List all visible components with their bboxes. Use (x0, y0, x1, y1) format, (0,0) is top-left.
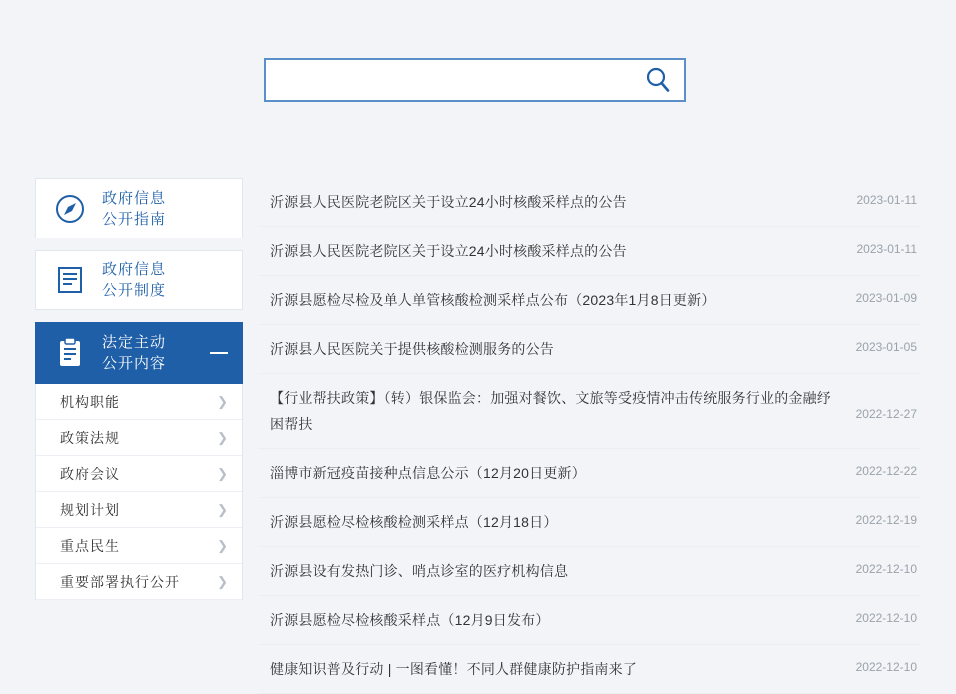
sidebar-item-label: 规划计划 (60, 501, 120, 518)
document-icon (50, 260, 90, 300)
sidebar-card-gov-info-guide[interactable] (35, 178, 243, 238)
sidebar-card-gov-info-system[interactable] (35, 250, 243, 310)
list-item-date: 2023-01-11 (856, 193, 917, 207)
list-item[interactable] (258, 596, 921, 645)
sidebar-item-label: 机构职能 (60, 393, 120, 410)
list-item-date: 2022-12-10 (855, 562, 917, 576)
list-item-date: 2023-01-05 (855, 340, 917, 354)
chevron-right-icon: ❯ (217, 394, 228, 409)
list-item[interactable] (258, 449, 921, 498)
list-item-date: 2022-12-27 (855, 407, 917, 421)
list-item[interactable] (258, 547, 921, 596)
list-item-title: 沂源县人民医院老院区关于设立24小时核酸采样点的公告 (270, 243, 627, 259)
clipboard-icon (50, 333, 90, 373)
chevron-right-icon: ❯ (217, 574, 228, 589)
sidebar-item-zhongyaobushu[interactable] (36, 564, 242, 600)
sidebar-item-zhengcefagui[interactable] (36, 420, 242, 456)
list-item-title: 【行业帮扶政策】（转）银保监会：加强对餐饮、文旅等受疫情冲击传统服务行业的金融纾困帮扶 (270, 390, 831, 432)
list-item-date: 2022-12-19 (855, 513, 917, 527)
list-item[interactable] (258, 374, 921, 449)
news-list (258, 178, 921, 694)
search-icon (643, 65, 673, 95)
chevron-right-icon: ❯ (217, 466, 228, 481)
search-button[interactable] (632, 60, 684, 100)
search-bar (264, 58, 686, 102)
list-item[interactable] (258, 276, 921, 325)
list-item-title: 沂源县愿检尽检核酸检测采样点（12月18日） (270, 514, 558, 530)
minus-icon[interactable] (210, 352, 228, 354)
list-item[interactable] (258, 227, 921, 276)
sidebar-item-zhengfuhuiyi[interactable] (36, 456, 242, 492)
list-item-title: 沂源县设有发热门诊、哨点诊室的医疗机构信息 (270, 563, 569, 579)
list-item-title: 沂源县人民医院老院区关于设立24小时核酸采样点的公告 (270, 194, 627, 210)
sidebar-item-label: 政府会议 (60, 465, 120, 482)
sidebar-item-guihuajihua[interactable] (36, 492, 242, 528)
sidebar-item-label: 重点民生 (60, 537, 120, 554)
sidebar-item-label: 政策法规 (60, 429, 120, 446)
list-item[interactable] (258, 498, 921, 547)
list-item-title: 淄博市新冠疫苗接种点信息公示（12月20日更新） (270, 465, 586, 481)
sidebar-card-label: 政府信息 公开制度 (102, 261, 167, 299)
sidebar-item-jigouzhineng[interactable] (36, 384, 242, 420)
chevron-right-icon: ❯ (217, 538, 228, 553)
chevron-right-icon: ❯ (217, 502, 228, 517)
list-item-date: 2023-01-09 (855, 291, 917, 305)
list-item-title: 健康知识普及行动 | 一图看懂！不同人群健康防护指南来了 (270, 661, 638, 677)
list-item-title: 沂源县愿检尽检及单人单管核酸检测采样点公布（2023年1月8日更新） (270, 292, 716, 308)
sidebar-item-zhongdianminsheng[interactable] (36, 528, 242, 564)
sidebar-card-label: 法定主动 公开内容 (102, 334, 167, 372)
compass-icon (50, 189, 90, 229)
list-item[interactable] (258, 178, 921, 227)
search-input[interactable] (266, 60, 632, 100)
list-item[interactable] (258, 325, 921, 374)
sidebar (35, 178, 243, 600)
list-item-title: 沂源县愿检尽检核酸采样点（12月9日发布） (270, 612, 550, 628)
sidebar-card-statutory-disclosure[interactable] (35, 322, 243, 384)
list-item-date: 2022-12-10 (855, 660, 917, 674)
list-item-date: 2023-01-11 (856, 242, 917, 256)
list-item-date: 2022-12-22 (855, 464, 917, 478)
chevron-right-icon: ❯ (217, 430, 228, 445)
list-item-title: 沂源县人民医院关于提供核酸检测服务的公告 (270, 341, 554, 357)
list-item-date: 2022-12-10 (855, 611, 917, 625)
sidebar-nav-list (35, 384, 243, 600)
list-item[interactable] (258, 645, 921, 694)
sidebar-item-label: 重要部署执行公开 (60, 573, 180, 590)
sidebar-card-label: 政府信息 公开指南 (102, 189, 167, 228)
